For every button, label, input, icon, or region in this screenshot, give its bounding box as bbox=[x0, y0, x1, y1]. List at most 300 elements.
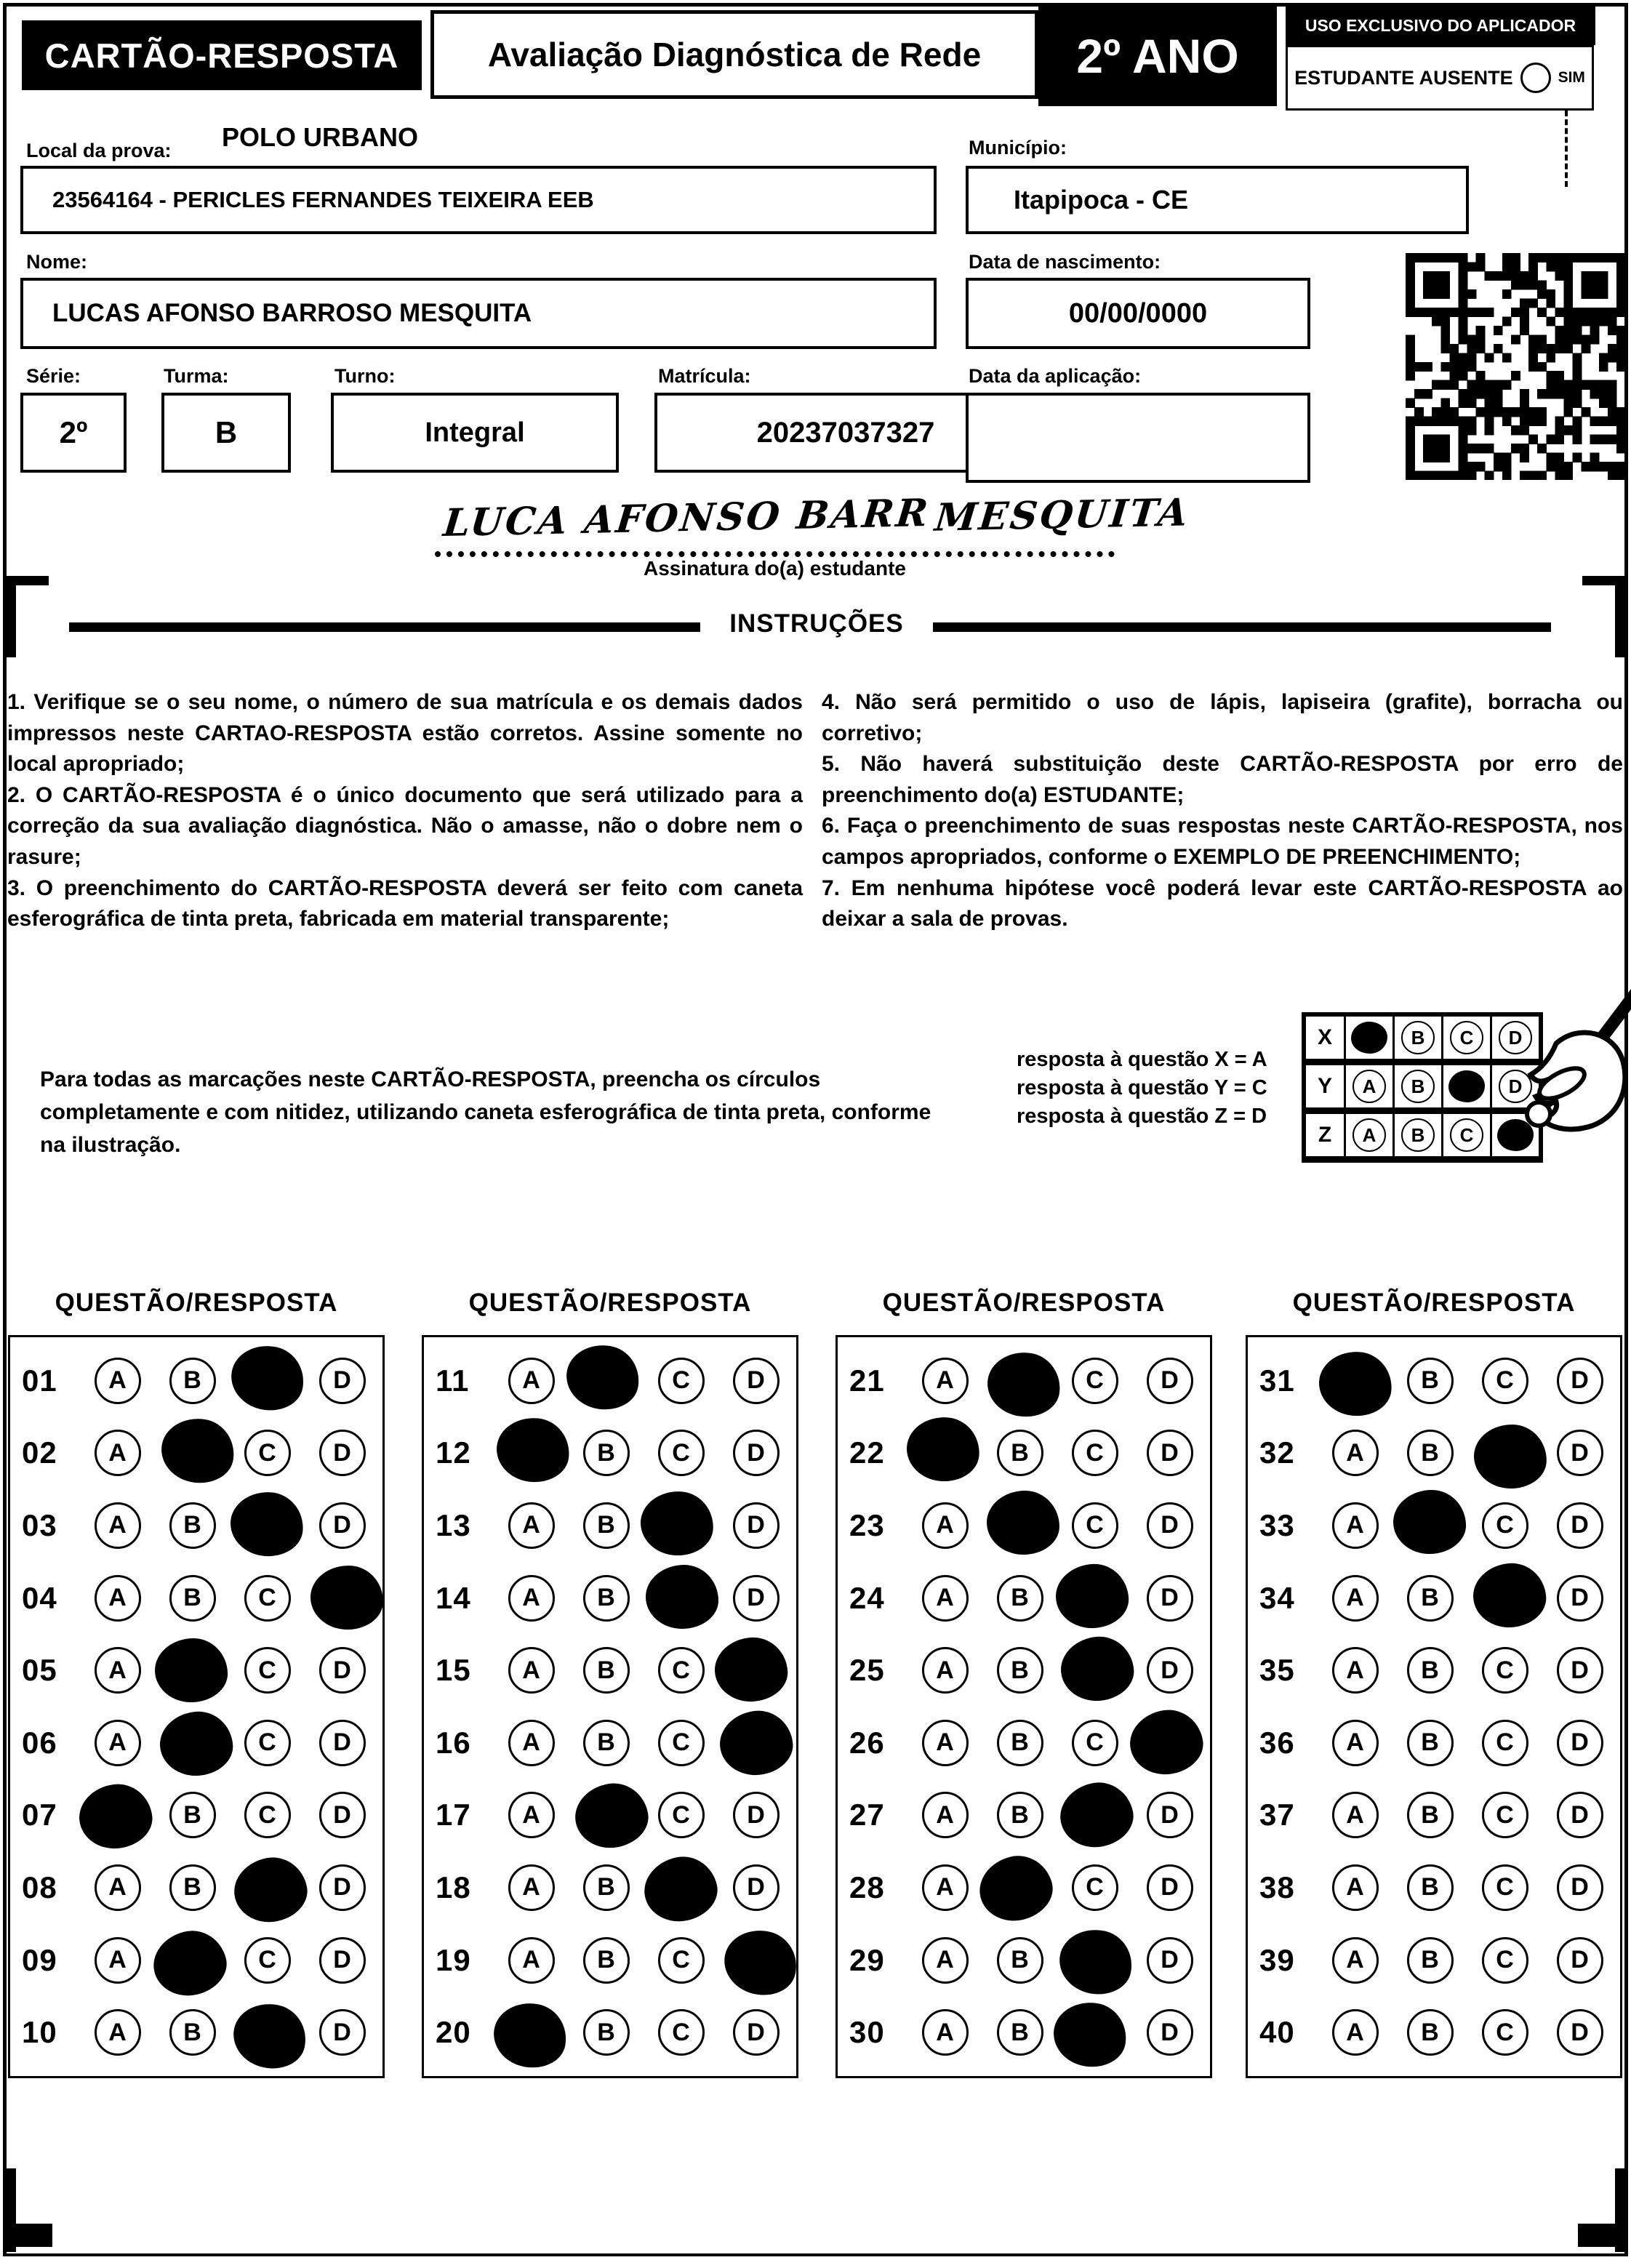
question-row bbox=[838, 1780, 1210, 1850]
bubble-18-B[interactable]: B bbox=[583, 1864, 630, 1911]
bubble-30-B[interactable]: B bbox=[997, 2009, 1043, 2056]
nascimento-value: 00/00/0000 bbox=[1068, 297, 1208, 329]
question-row bbox=[838, 1926, 1210, 1995]
legend-line: resposta à questão Z = D bbox=[1017, 1105, 1267, 1129]
example-row-label: Z bbox=[1304, 1111, 1345, 1160]
example-bubble: C bbox=[1450, 1118, 1483, 1152]
filled-bubble-16-D bbox=[716, 1707, 796, 1779]
school-box bbox=[20, 166, 937, 234]
bubble-09-D[interactable]: D bbox=[319, 1937, 366, 1984]
bubble-38-D[interactable]: D bbox=[1557, 1864, 1603, 1911]
bubble-37-B[interactable]: B bbox=[1407, 1792, 1454, 1838]
bubble-05-A[interactable]: A bbox=[95, 1647, 141, 1694]
bubble-34-A[interactable]: A bbox=[1332, 1575, 1379, 1622]
signature-handwriting-first: LUCA AFONSO BARR bbox=[441, 490, 932, 546]
bubble-20-D[interactable]: D bbox=[733, 2009, 780, 2056]
bubble-36-C[interactable]: C bbox=[1482, 1720, 1528, 1766]
bubble-14-D[interactable]: D bbox=[733, 1575, 780, 1622]
bubble-39-A[interactable]: A bbox=[1332, 1937, 1379, 1984]
bubble-22-D[interactable]: D bbox=[1147, 1430, 1193, 1476]
question-number: 01 bbox=[22, 1363, 57, 1398]
bubble-13-A[interactable]: A bbox=[508, 1502, 555, 1549]
bubble-06-A[interactable]: A bbox=[95, 1720, 141, 1766]
bubble-11-D[interactable]: D bbox=[733, 1358, 780, 1404]
bubble-02-D[interactable]: D bbox=[319, 1430, 366, 1476]
question-row bbox=[424, 1635, 796, 1705]
question-number: 05 bbox=[22, 1653, 57, 1688]
bubble-21-C[interactable]: C bbox=[1072, 1358, 1118, 1404]
bubble-15-C[interactable]: C bbox=[658, 1647, 705, 1694]
filled-bubble-11-B bbox=[561, 1340, 644, 1415]
question-row bbox=[10, 1491, 382, 1560]
bubble-30-A[interactable]: A bbox=[922, 2009, 969, 2056]
reg-mark bbox=[1615, 576, 1624, 657]
bubble-32-B[interactable]: B bbox=[1407, 1430, 1454, 1476]
bubble-19-C[interactable]: C bbox=[658, 1937, 705, 1984]
bubble-08-B[interactable]: B bbox=[169, 1864, 216, 1911]
turma-box bbox=[161, 393, 291, 473]
question-number: 02 bbox=[22, 1435, 57, 1470]
bubble-23-D[interactable]: D bbox=[1147, 1502, 1193, 1549]
bubble-34-B[interactable]: B bbox=[1407, 1575, 1454, 1622]
bubble-36-A[interactable]: A bbox=[1332, 1720, 1379, 1766]
example-bubble: B bbox=[1401, 1021, 1435, 1054]
bubble-24-B[interactable]: B bbox=[997, 1575, 1043, 1622]
bubble-04-B[interactable]: B bbox=[169, 1575, 216, 1622]
question-number: 11 bbox=[436, 1363, 470, 1398]
bubble-29-B[interactable]: B bbox=[997, 1937, 1043, 1984]
bubble-09-C[interactable]: C bbox=[244, 1937, 291, 1984]
question-row bbox=[1248, 1635, 1620, 1705]
question-row bbox=[1248, 1563, 1620, 1633]
nascimento-box bbox=[966, 278, 1310, 349]
filled-bubble-10-C bbox=[227, 1997, 311, 2075]
bubble-17-D[interactable]: D bbox=[733, 1792, 780, 1838]
filled-bubble-26-D bbox=[1126, 1705, 1206, 1779]
question-number: 17 bbox=[436, 1798, 471, 1832]
card-title-box bbox=[22, 20, 422, 90]
filled-bubble-31-A bbox=[1316, 1349, 1394, 1419]
absent-option: SIM bbox=[1558, 69, 1585, 86]
filled-bubble-25-C bbox=[1058, 1634, 1136, 1704]
question-row bbox=[424, 1997, 796, 2067]
example-bubble: D bbox=[1499, 1021, 1532, 1054]
filled-bubble-30-C bbox=[1049, 1998, 1130, 2072]
bubble-06-D[interactable]: D bbox=[319, 1720, 366, 1766]
question-number: 20 bbox=[436, 2015, 471, 2050]
turno-box bbox=[331, 393, 619, 473]
example-filled-bubble bbox=[1351, 1022, 1387, 1054]
question-row bbox=[838, 1491, 1210, 1560]
bubble-26-A[interactable]: A bbox=[922, 1720, 969, 1766]
bubble-03-B[interactable]: B bbox=[169, 1502, 216, 1549]
filled-bubble-32-C bbox=[1472, 1424, 1547, 1490]
bubble-19-B[interactable]: B bbox=[583, 1937, 630, 1984]
answer-column bbox=[1246, 1335, 1622, 2078]
bubble-05-D[interactable]: D bbox=[319, 1647, 366, 1694]
bubble-35-A[interactable]: A bbox=[1332, 1647, 1379, 1694]
filled-bubble-21-B bbox=[984, 1348, 1064, 1421]
instructions-rule-left bbox=[69, 622, 700, 632]
grade-box bbox=[1038, 6, 1277, 106]
filled-bubble-23-B bbox=[986, 1490, 1060, 1555]
question-number: 32 bbox=[1259, 1435, 1295, 1470]
signature-line[interactable] bbox=[435, 486, 1192, 557]
absent-bubble[interactable] bbox=[1520, 63, 1551, 93]
hand-pen-icon bbox=[1469, 989, 1631, 1178]
bubble-18-D[interactable]: D bbox=[733, 1864, 780, 1911]
filled-bubble-02-B bbox=[157, 1414, 238, 1488]
question-number: 15 bbox=[436, 1653, 471, 1688]
answer-column-title: QUESTÃO/RESPOSTA bbox=[55, 1289, 338, 1317]
bubble-12-C[interactable]: C bbox=[658, 1430, 705, 1476]
question-number: 18 bbox=[436, 1870, 471, 1904]
bubble-03-D[interactable]: D bbox=[319, 1502, 366, 1549]
example-bubble: B bbox=[1401, 1118, 1435, 1152]
bubble-35-B[interactable]: B bbox=[1407, 1647, 1454, 1694]
bubble-02-C[interactable]: C bbox=[244, 1430, 291, 1476]
bubble-32-A[interactable]: A bbox=[1332, 1430, 1379, 1476]
question-row bbox=[10, 1780, 382, 1850]
bubble-36-B[interactable]: B bbox=[1407, 1720, 1454, 1766]
assessment-title-box bbox=[430, 10, 1038, 99]
question-row bbox=[1248, 1346, 1620, 1416]
bubble-16-A[interactable]: A bbox=[508, 1720, 555, 1766]
bubble-33-C[interactable]: C bbox=[1482, 1502, 1528, 1549]
municipio-value: Itapipoca - CE bbox=[1014, 185, 1189, 215]
question-number: 37 bbox=[1259, 1798, 1295, 1832]
bubble-20-C[interactable]: C bbox=[658, 2009, 705, 2056]
bubble-28-A[interactable]: A bbox=[922, 1864, 969, 1911]
question-number: 30 bbox=[849, 2015, 885, 2050]
filled-bubble-28-B bbox=[972, 1848, 1058, 1928]
bubble-26-C[interactable]: C bbox=[1072, 1720, 1118, 1766]
bubble-38-A[interactable]: A bbox=[1332, 1864, 1379, 1911]
bubble-36-D[interactable]: D bbox=[1557, 1720, 1603, 1766]
question-row bbox=[1248, 1853, 1620, 1923]
turno-value: Integral bbox=[425, 417, 525, 448]
question-number: 09 bbox=[22, 1942, 57, 1977]
bubble-15-B[interactable]: B bbox=[583, 1647, 630, 1694]
bubble-13-D[interactable]: D bbox=[733, 1502, 780, 1549]
page-border-bottom bbox=[3, 2253, 1628, 2256]
bubble-33-D[interactable]: D bbox=[1557, 1502, 1603, 1549]
bubble-27-A[interactable]: A bbox=[922, 1792, 969, 1838]
question-number: 31 bbox=[1259, 1363, 1295, 1398]
question-row bbox=[1248, 1926, 1620, 1995]
bubble-25-B[interactable]: B bbox=[997, 1647, 1043, 1694]
filled-bubble-18-C bbox=[638, 1851, 722, 1928]
matricula-value: 20237037327 bbox=[756, 416, 935, 449]
filled-bubble-04-D bbox=[309, 1564, 384, 1630]
legend-line: resposta à questão Y = C bbox=[1017, 1076, 1267, 1100]
question-number: 28 bbox=[849, 1870, 885, 1904]
question-row bbox=[424, 1853, 796, 1923]
aplicacao-label: Data da aplicação: bbox=[969, 365, 1142, 387]
serie-value: 2º bbox=[59, 415, 88, 449]
instruction-item: 4. Não será permitido o uso de lápis, lapiseira (grafite), borracha ou corretivo; bbox=[822, 690, 1623, 745]
filled-bubble-13-C bbox=[638, 1489, 714, 1557]
instruction-item: 2. O CARTÃO-RESPOSTA é o único documento que será utilizado para a correção da sua avaliação diagnóstica. Não o amasse, não o dobre nem o rasure; bbox=[7, 782, 803, 869]
municipio-label: Município: bbox=[969, 137, 1067, 159]
bubble-28-D[interactable]: D bbox=[1147, 1864, 1193, 1911]
question-number: 03 bbox=[22, 1507, 57, 1542]
bubble-13-B[interactable]: B bbox=[583, 1502, 630, 1549]
bubble-18-A[interactable]: A bbox=[508, 1864, 555, 1911]
question-number: 38 bbox=[1259, 1870, 1295, 1904]
absent-label: ESTUDANTE AUSENTE bbox=[1294, 66, 1513, 89]
bubble-11-A[interactable]: A bbox=[508, 1358, 555, 1404]
filled-bubble-27-C bbox=[1054, 1777, 1138, 1854]
bubble-40-B[interactable]: B bbox=[1407, 2009, 1454, 2056]
question-number: 26 bbox=[849, 1725, 885, 1760]
question-row bbox=[424, 1346, 796, 1416]
bubble-02-A[interactable]: A bbox=[95, 1430, 141, 1476]
question-row bbox=[1248, 1708, 1620, 1778]
signature-caption-wrap bbox=[435, 557, 1115, 580]
example-row-label: Y bbox=[1304, 1062, 1345, 1111]
filled-bubble-14-C bbox=[646, 1565, 718, 1629]
question-row bbox=[838, 1346, 1210, 1416]
bubble-38-C[interactable]: C bbox=[1482, 1864, 1528, 1911]
question-row bbox=[838, 1418, 1210, 1488]
bubble-24-D[interactable]: D bbox=[1147, 1575, 1193, 1622]
bubble-37-D[interactable]: D bbox=[1557, 1792, 1603, 1838]
filled-bubble-15-D bbox=[713, 1636, 788, 1704]
filled-bubble-06-B bbox=[158, 1709, 235, 1778]
local-value: POLO URBANO bbox=[222, 122, 418, 152]
bubble-31-B[interactable]: B bbox=[1407, 1358, 1454, 1404]
filled-bubble-05-B bbox=[154, 1638, 228, 1703]
bubble-06-C[interactable]: C bbox=[244, 1720, 291, 1766]
nascimento-label: Data de nascimento: bbox=[969, 251, 1161, 273]
question-number: 35 bbox=[1259, 1653, 1295, 1688]
bubble-16-C[interactable]: C bbox=[658, 1720, 705, 1766]
question-row bbox=[424, 1418, 796, 1488]
bubble-39-B[interactable]: B bbox=[1407, 1937, 1454, 1984]
bubble-23-C[interactable]: C bbox=[1072, 1502, 1118, 1549]
question-row bbox=[1248, 1491, 1620, 1560]
question-row bbox=[838, 1563, 1210, 1633]
bubble-25-D[interactable]: D bbox=[1147, 1647, 1193, 1694]
bubble-08-D[interactable]: D bbox=[319, 1864, 366, 1911]
answer-column bbox=[422, 1335, 798, 2078]
bubble-35-D[interactable]: D bbox=[1557, 1647, 1603, 1694]
serie-label: Série: bbox=[26, 365, 81, 387]
question-number: 34 bbox=[1259, 1580, 1295, 1615]
bubble-33-A[interactable]: A bbox=[1332, 1502, 1379, 1549]
question-number: 25 bbox=[849, 1653, 885, 1688]
question-number: 40 bbox=[1259, 2015, 1295, 2050]
bubble-26-B[interactable]: B bbox=[997, 1720, 1043, 1766]
question-row bbox=[838, 1708, 1210, 1778]
nome-box bbox=[20, 278, 937, 349]
fold-mark bbox=[1565, 111, 1568, 187]
bubble-29-A[interactable]: A bbox=[922, 1937, 969, 1984]
bubble-37-C[interactable]: C bbox=[1482, 1792, 1528, 1838]
bubble-25-A[interactable]: A bbox=[922, 1647, 969, 1694]
page-border-left bbox=[3, 3, 7, 2256]
question-row bbox=[424, 1563, 796, 1633]
bubble-22-C[interactable]: C bbox=[1072, 1430, 1118, 1476]
bubble-32-D[interactable]: D bbox=[1557, 1430, 1603, 1476]
assessment-title: Avaliação Diagnóstica de Rede bbox=[487, 36, 982, 73]
filled-bubble-09-B bbox=[147, 1923, 232, 2002]
bubble-39-C[interactable]: C bbox=[1482, 1937, 1528, 1984]
example-bubble: A bbox=[1353, 1118, 1386, 1152]
bubble-19-A[interactable]: A bbox=[508, 1937, 555, 1984]
example-bubble: A bbox=[1353, 1070, 1386, 1103]
bubble-40-D[interactable]: D bbox=[1557, 2009, 1603, 2056]
example-bubble: B bbox=[1401, 1070, 1435, 1103]
bubble-09-A[interactable]: A bbox=[95, 1937, 141, 1984]
bubble-04-A[interactable]: A bbox=[95, 1575, 141, 1622]
legend-line: resposta à questão X = A bbox=[1017, 1048, 1267, 1071]
question-row bbox=[10, 1346, 382, 1416]
bubble-21-D[interactable]: D bbox=[1147, 1358, 1193, 1404]
local-label: Local da prova: bbox=[26, 140, 172, 161]
example-row-label: X bbox=[1304, 1014, 1345, 1062]
instructions-title-wrap bbox=[700, 609, 933, 638]
question-row bbox=[424, 1780, 796, 1850]
question-number: 04 bbox=[22, 1580, 57, 1615]
serie-box bbox=[20, 393, 127, 473]
instructions-right-column bbox=[822, 687, 1623, 935]
bubble-17-A[interactable]: A bbox=[508, 1792, 555, 1838]
question-row bbox=[838, 1853, 1210, 1923]
question-row bbox=[1248, 1997, 1620, 2067]
bubble-15-A[interactable]: A bbox=[508, 1647, 555, 1694]
bubble-08-A[interactable]: A bbox=[95, 1864, 141, 1911]
bubble-23-A[interactable]: A bbox=[922, 1502, 969, 1549]
bubble-07-C[interactable]: C bbox=[244, 1792, 291, 1838]
question-number: 33 bbox=[1259, 1507, 1295, 1542]
example-bubble: D bbox=[1499, 1070, 1532, 1103]
question-row bbox=[838, 1997, 1210, 2067]
question-number: 13 bbox=[436, 1507, 471, 1542]
qr-code bbox=[1406, 253, 1625, 480]
school-value: 23564164 - PERICLES FERNANDES TEIXEIRA EEB bbox=[52, 187, 594, 212]
turma-value: B bbox=[215, 415, 238, 449]
bubble-10-B[interactable]: B bbox=[169, 2009, 216, 2056]
bubble-03-A[interactable]: A bbox=[95, 1502, 141, 1549]
reg-mark bbox=[12, 2224, 52, 2247]
bubble-40-A[interactable]: A bbox=[1332, 2009, 1379, 2056]
bubble-27-D[interactable]: D bbox=[1147, 1792, 1193, 1838]
question-number: 07 bbox=[22, 1798, 57, 1832]
aplicador-title: USO EXCLUSIVO DO APLICADOR bbox=[1305, 15, 1576, 35]
bubble-04-C[interactable]: C bbox=[244, 1575, 291, 1622]
instructions-title: INSTRUÇÕES bbox=[729, 609, 904, 638]
bubble-35-C[interactable]: C bbox=[1482, 1647, 1528, 1694]
bubble-24-A[interactable]: A bbox=[922, 1575, 969, 1622]
question-number: 24 bbox=[849, 1580, 885, 1615]
bubble-12-B[interactable]: B bbox=[583, 1430, 630, 1476]
filled-bubble-17-B bbox=[570, 1779, 652, 1854]
bubble-22-B[interactable]: B bbox=[997, 1430, 1043, 1476]
question-number: 19 bbox=[436, 1942, 471, 1977]
bubble-11-C[interactable]: C bbox=[658, 1358, 705, 1404]
question-number: 27 bbox=[849, 1798, 885, 1832]
bubble-05-C[interactable]: C bbox=[244, 1647, 291, 1694]
matricula-label: Matrícula: bbox=[658, 365, 751, 387]
signature-handwriting-last: MESQUITA bbox=[932, 490, 1192, 540]
filled-bubble-01-C bbox=[225, 1339, 309, 1416]
bubble-01-A[interactable]: A bbox=[95, 1358, 141, 1404]
bubble-40-C[interactable]: C bbox=[1482, 2009, 1528, 2056]
bubble-10-A[interactable]: A bbox=[95, 2009, 141, 2056]
bubble-01-D[interactable]: D bbox=[319, 1358, 366, 1404]
bubble-10-D[interactable]: D bbox=[319, 2009, 366, 2056]
question-row bbox=[424, 1491, 796, 1560]
turma-label: Turma: bbox=[164, 365, 229, 387]
instruction-item: 1. Verifique se o seu nome, o número de sua matrícula e os demais dados impressos neste CARTAO-RESPOSTA estão corretos. Assine somente no local apropriado; bbox=[7, 690, 803, 777]
question-number: 06 bbox=[22, 1725, 57, 1760]
question-number: 39 bbox=[1259, 1942, 1295, 1977]
bubble-14-B[interactable]: B bbox=[583, 1575, 630, 1622]
bubble-29-D[interactable]: D bbox=[1147, 1937, 1193, 1984]
bubble-38-B[interactable]: B bbox=[1407, 1864, 1454, 1911]
instruction-item: 3. O preenchimento do CARTÃO-RESPOSTA deverá ser feito com caneta esferográfica de tinta preta, fabricada em material transparente; bbox=[7, 875, 803, 931]
question-row bbox=[10, 1708, 382, 1778]
filled-bubble-19-D bbox=[718, 1923, 803, 2001]
bubble-37-A[interactable]: A bbox=[1332, 1792, 1379, 1838]
question-row bbox=[1248, 1780, 1620, 1850]
question-row bbox=[10, 1418, 382, 1488]
instruction-item: 5. Não haverá substituição deste CARTÃO-RESPOSTA por erro de preenchimento do(a) ESTUDANTE; bbox=[822, 752, 1623, 807]
bubble-20-B[interactable]: B bbox=[583, 2009, 630, 2056]
marking-paragraph-wrap bbox=[40, 1063, 960, 1161]
question-row bbox=[424, 1926, 796, 1995]
bubble-17-C[interactable]: C bbox=[658, 1792, 705, 1838]
question-number: 36 bbox=[1259, 1725, 1295, 1760]
question-row bbox=[424, 1708, 796, 1778]
filled-bubble-12-A bbox=[493, 1414, 572, 1486]
bubble-31-C[interactable]: C bbox=[1482, 1358, 1528, 1404]
bubble-27-B[interactable]: B bbox=[997, 1792, 1043, 1838]
question-number: 21 bbox=[849, 1363, 885, 1398]
question-row bbox=[10, 1563, 382, 1633]
signature-caption: Assinatura do(a) estudante bbox=[644, 557, 906, 580]
bubble-01-B[interactable]: B bbox=[169, 1358, 216, 1404]
question-row bbox=[838, 1635, 1210, 1705]
bubble-30-D[interactable]: D bbox=[1147, 2009, 1193, 2056]
bubble-21-A[interactable]: A bbox=[922, 1358, 969, 1404]
question-number: 16 bbox=[436, 1725, 471, 1760]
question-number: 12 bbox=[436, 1435, 471, 1470]
bubble-12-D[interactable]: D bbox=[733, 1430, 780, 1476]
nome-label: Nome: bbox=[26, 251, 88, 273]
filled-bubble-33-B bbox=[1392, 1489, 1467, 1555]
aplicacao-box bbox=[966, 393, 1310, 483]
bubble-34-D[interactable]: D bbox=[1557, 1575, 1603, 1622]
filled-bubble-08-C bbox=[229, 1852, 312, 1928]
filled-bubble-34-C bbox=[1471, 1560, 1548, 1630]
bubble-14-A[interactable]: A bbox=[508, 1575, 555, 1622]
bubble-07-D[interactable]: D bbox=[319, 1792, 366, 1838]
bubble-39-D[interactable]: D bbox=[1557, 1937, 1603, 1984]
filled-bubble-29-C bbox=[1054, 1923, 1137, 2000]
reg-mark bbox=[7, 576, 16, 657]
question-row bbox=[1248, 1418, 1620, 1488]
turno-label: Turno: bbox=[334, 365, 396, 387]
question-number: 10 bbox=[22, 2015, 57, 2050]
answer-column bbox=[835, 1335, 1212, 2078]
bubble-07-B[interactable]: B bbox=[169, 1792, 216, 1838]
bubble-16-B[interactable]: B bbox=[583, 1720, 630, 1766]
bubble-31-D[interactable]: D bbox=[1557, 1358, 1603, 1404]
bubble-28-C[interactable]: C bbox=[1072, 1864, 1118, 1911]
